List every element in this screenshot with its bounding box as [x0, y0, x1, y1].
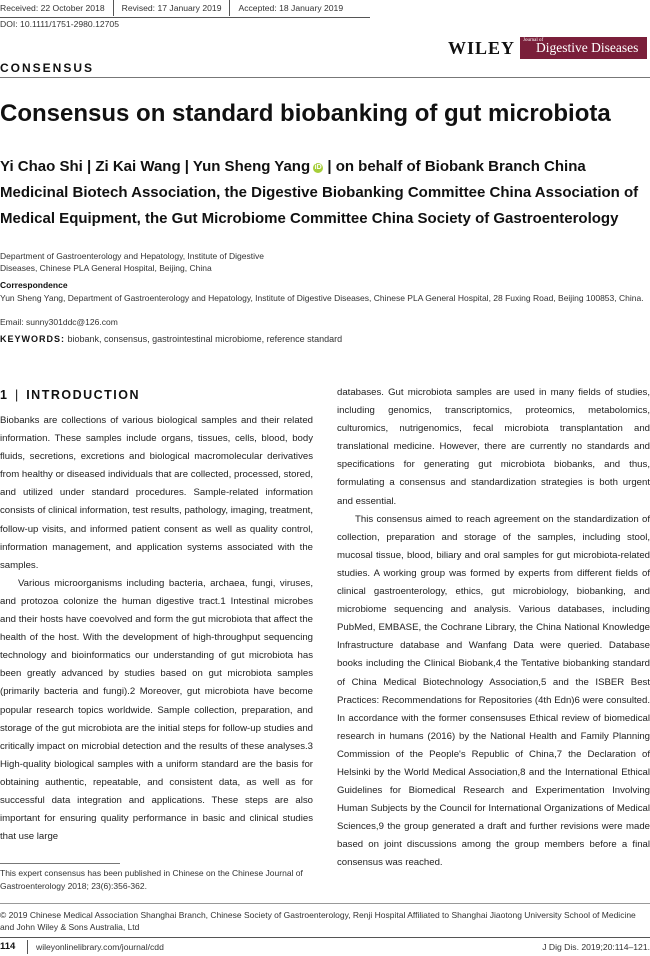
section-number: 1	[0, 388, 7, 402]
paragraph: Various microorganisms including bacteria, archaea, fungi, viruses, and protozoa colonize the human digestive tract.1 Intestinal microbes and their hosts have coevolved and form the gut microbiota that affect the health of the host. With the development of high-throughput sequencing technology and bioinformatics our understanding of gut microbiota has been greatly advanced by studies based on gut microbiota samples (primarily bacteria and fungi).2 Moreover, gut microbiota have become popular research topics worldwide. Sample collection, preparation, and storage of the gut microbiota are the initial steps for follow-up studies and critically impact on microbial detection and the results of these analyses.3 High-quality biological samples with a uniform standard are the basis for obtaining authentic, repeatable, and consistent data, as well as for successful data integration and applications. These steps are also important for ensuring quality performance in basic and clinical studies that use large	[0, 577, 313, 843]
revised-date: Revised: 17 January 2019	[113, 0, 230, 16]
footer-divider	[0, 937, 650, 938]
author-list: Yi Chao Shi | Zi Kai Wang | Yun Sheng Yang iD | on behalf of Biobank Branch China Medicinal Biotech Association, the Digestive Biobanking Committee China Association of Medical Equipment, the Gut Microbiome Committee China Society of Gastroenterology	[0, 158, 639, 227]
author-name[interactable]: Yi Chao Shi	[0, 158, 83, 175]
keywords-label: KEYWORDS:	[0, 334, 65, 344]
author-group: on behalf of Biobank Branch China Medicinal Biotech Association, the Digestive Biobanking Committee China Association of Medical Equipment, the Gut Microbiome Committee China Society of Gastroenterology	[0, 158, 639, 227]
paragraph: This consensus aimed to reach agreement on the standardization of collection, preparation and storage of the samples, including stool, mucosal tissue, blood, biliary and oral samples for gut microbiota-related studies. A working group was formed by experts from different fields of clinical gastroenterology, ethics, gut microbiology, biobanking, and microbiome sequencing and analysis. Various databases, including PubMed, EMBASE, the Cochrane Library, the China National Knowledge Infrastructure database and Wanfang Data were queried. Database books including the Clinical Biobank,4 the Tentative biobanking standard of China Medical Biotechnology Association,5 and the ISBER Best Practices: Recommendations for Repositories (4th Edn)6 were consulted. In accordance with the former consensuses Ethical review of biomedical research in humans (2016) by the National Health and Family Planning Commission of the People's Republic of China,7 the Declaration of Helsinki by the World Medical Association,8 and the International Ethical Guidelines for Biomedical Research and Experimentation Involving Human Subjects by the Council for International Organizations of Medical Sciences,9 the group generated a draft and further revisions were made based on joint discussions among the group members before a final consensus was reached.	[337, 513, 650, 869]
journal-citation: J Dig Dis. 2019;20:114–121.	[542, 942, 650, 952]
article-dates	[0, 0, 351, 16]
keywords-list: biobank, consensus, gastrointestinal microbiome, reference standard	[67, 334, 343, 344]
correspondence-email[interactable]: Email: sunny301ddc@126.com	[0, 317, 118, 327]
footer-separator	[27, 940, 28, 954]
section-title: INTRODUCTION	[26, 388, 141, 402]
orcid-icon[interactable]: iD	[314, 164, 322, 171]
paragraph: databases. Gut microbiota samples are used in many fields of studies, including genomics, transcriptomics, proteomics, metabolomics, culturomics, nutrigenomics, fecal microbiota transplantation and translational medicine. However, there are currently no standards and specifications for generating gut microbiota biobanks, and thus, formulating a consensus and standardization strategies is both urgent and essential.	[337, 387, 650, 507]
header-divider	[0, 77, 650, 78]
affiliation: Department of Gastroenterology and Hepatology, Institute of Digestive Diseases, Chinese PLA General Hospital, Beijing, China	[0, 251, 264, 273]
right-column	[337, 384, 650, 873]
dates-divider	[0, 17, 370, 18]
received-date: Received: 22 October 2018	[0, 3, 105, 13]
keywords	[0, 334, 342, 344]
paragraph: Biobanks are collections of various biological samples and their related information. These samples include organs, tissues, cells, blood, body fluids, secretions, excretions and biological macromolecular derivatives from healthy or diseased individuals that are collected, processed, stored, and utilized under standard procedures. Sample-related information consists of clinical information, test results, pathology, imaging, treatment, follow-up visits, and informed patient consent as well as quality control, information management, and application systems associated with the samples.	[0, 415, 313, 571]
accepted-date: Accepted: 18 January 2019	[229, 0, 351, 16]
author-name[interactable]: Yun Sheng Yang	[192, 158, 311, 175]
author-name[interactable]: Zi Kai Wang	[95, 158, 181, 175]
journal-logo-name: Digestive Diseases	[536, 40, 639, 55]
footnote: This expert consensus has been published in Chinese on the Chinese Journal of Gastroenterology 2018; 23(6):356-362.	[0, 868, 303, 891]
journal-url[interactable]: wileyonlinelibrary.com/journal/cdd	[36, 942, 164, 952]
journal-logo-small-text: Journal of	[523, 38, 544, 43]
article-type: CONSENSUS	[0, 61, 95, 75]
correspondence-heading: Correspondence	[0, 280, 68, 290]
correspondence: Yun Sheng Yang, Department of Gastroenterology and Hepatology, Institute of Digestive Diseases, Chinese PLA General Hospital, 28 Fuxing Road, Beijing 100853, China.	[0, 293, 644, 303]
article-title: Consensus on standard biobanking of gut microbiota	[0, 100, 611, 127]
copyright: © 2019 Chinese Medical Association Shanghai Branch, Chinese Society of Gastroenterology, Renji Hospital Affiliated to Shanghai Jiaotong University School of Medicine and John Wiley & Sons Australia, Ltd	[0, 910, 636, 932]
journal-brand	[448, 37, 647, 59]
publisher-logo: WILEY	[448, 37, 516, 58]
page-number: 114	[0, 941, 16, 952]
section-separator: |	[14, 388, 19, 402]
copyright-divider	[0, 903, 650, 904]
doi[interactable]: DOI: 10.1111/1751-2980.12705	[0, 19, 119, 29]
footnote-divider	[0, 863, 120, 864]
journal-logo	[520, 37, 647, 59]
left-column	[0, 412, 313, 846]
section-heading	[0, 388, 140, 402]
